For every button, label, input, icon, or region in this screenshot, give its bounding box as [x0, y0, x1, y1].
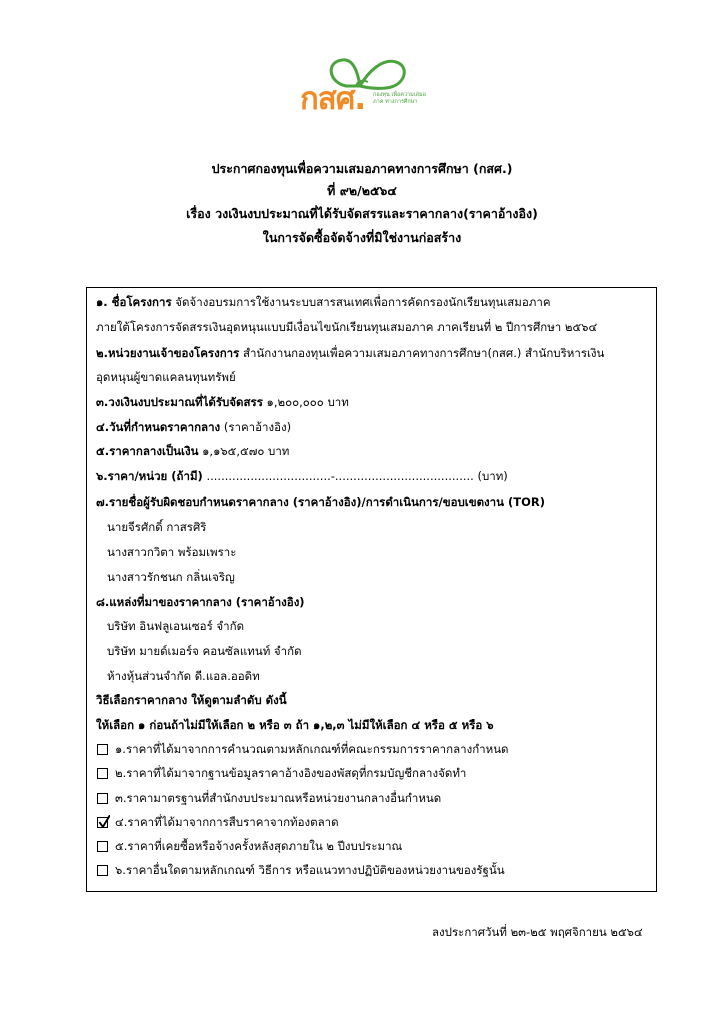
- item-1: ๑. ชื่อโครงการ จัดจ้างอบรมการใช้งานระบบสารสนเทศเพื่อการคัดกรองนักเรียนทุนเสมอภาค: [96, 295, 551, 309]
- item-4: ๔.วันที่กำหนดราคากลาง (ราคาอ้างอิง): [96, 420, 292, 434]
- method-rule: ให้เลือก ๑ ก่อนถ้าไม่มีให้เลือก ๒ หรือ ๓ ถ้า ๑,๒,๓ ไม่มีให้เลือก ๔ หรือ ๕ หรือ ๖: [96, 718, 494, 732]
- announcement-subject: เรื่อง วงเงินงบประมาณที่ได้รับจัดสรรและราคากลาง(ราคาอ้างอิง): [186, 206, 538, 221]
- option-3-label: ๓.ราคามาตรฐานที่สำนักงบประมาณหรือหน่วยงานกลางอื่นกำหนด: [115, 791, 442, 805]
- option-4-label: ๔.ราคาที่ได้มาจากการสืบราคาจากท้องตลาด: [115, 815, 339, 829]
- responsible-person: นายจีรศักดิ์ กาสรศิริ: [107, 520, 207, 534]
- item-5: ๕.ราคากลางเป็นเงิน ๑,๑๖๕,๕๗๐ บาท: [96, 444, 290, 458]
- logo-subtitle: กองทุน เพื่อความเสมอภาค ทางการศึกษา: [373, 92, 426, 105]
- responsible-person: นางสาวกวิตา พร้อมเพราะ: [107, 545, 237, 559]
- option-6-checkbox[interactable]: [97, 865, 108, 876]
- item-7: ๗.รายชื่อผู้รับผิดชอบกำหนดราคากลาง (ราคาอ้างอิง)/การดำเนินการ/ขอบเขตงาน (TOR): [96, 495, 545, 509]
- option-5-checkbox[interactable]: [97, 841, 108, 852]
- item-2: ๒.หน่วยงานเจ้าของโครงการ สำนักงานกองทุนเพื่อความเสมอภาคทางการศึกษา(กสศ.) สำนักบริหารเงิน: [96, 346, 605, 360]
- option-5-label: ๕.ราคาที่เคยซื้อหรือจ้างครั้งหลังสุดภายใน ๒ ปีงบประมาณ: [115, 839, 403, 853]
- announcement-title: ประกาศกองทุนเพื่อความเสมอภาคทางการศึกษา (กสศ.): [211, 161, 513, 176]
- item-8: ๘.แหล่งที่มาของราคากลาง (ราคาอ้างอิง): [96, 595, 305, 609]
- logo-wordmark: กสศ.: [300, 81, 366, 117]
- item-2-continued: อุดหนุนผู้ขาดแคลนทุนทรัพย์: [96, 370, 236, 384]
- announcement-number: ที่ ๙๒/๒๕๖๔: [327, 183, 397, 198]
- method-title: วิธีเลือกราคากลาง ให้ดูตามลำดับ ดังนี้: [96, 693, 287, 707]
- checkmark-icon: [97, 815, 110, 828]
- price-source: บริษัท อินฟลูเอนเซอร์ จำกัด: [107, 619, 245, 633]
- item-6: ๖.ราคา/หน่วย (ถ้ามี) ..................................-...................................... (บาท): [96, 469, 508, 483]
- responsible-person: นางสาวรักชนก กลิ่นเจริญ: [107, 570, 235, 584]
- announcement-date: ลงประกาศวันที่ ๒๓-๒๕ พฤศจิกายน ๒๕๖๔: [432, 925, 643, 939]
- item-1-continued: ภายใต้โครงการจัดสรรเงินอุดหนุนแบบมีเงื่อนไขนักเรียนทุนเสมอภาค ภาคเรียนที่ ๒ ปีการศึกษา ๒๕๖๔: [96, 320, 598, 334]
- option-3-checkbox[interactable]: [97, 793, 108, 804]
- option-1-label: ๑.ราคาที่ได้มาจากการคำนวณตามหลักเกณฑ์ที่คณะกรรมการราคากลางกำหนด: [115, 742, 509, 756]
- announcement-scope: ในการจัดซื้อจัดจ้างที่มิใช่งานก่อสร้าง: [262, 230, 462, 245]
- item-3: ๓.วงเงินงบประมาณที่ได้รับจัดสรร ๑,๒๐๐,๐๐๐ บาท: [96, 395, 349, 409]
- price-source: บริษัท มายด์เมอร์จ คอนซัลแทนท์ จำกัด: [107, 644, 302, 658]
- option-2-checkbox[interactable]: [97, 768, 108, 779]
- option-1-checkbox[interactable]: [97, 744, 108, 755]
- price-source: ห้างหุ้นส่วนจำกัด ดี.แอล.ออดิท: [107, 669, 260, 683]
- option-2-label: ๒.ราคาที่ได้มาจากฐานข้อมูลราคาอ้างอิงของพัสดุที่กรมบัญชีกลางจัดทำ: [115, 766, 467, 780]
- option-4-checkbox[interactable]: [97, 817, 108, 828]
- option-6-label: ๖.ราคาอื่นใดตามหลักเกณฑ์ วิธีการ หรือแนวทางปฏิบัติของหน่วยงานของรัฐนั้น: [115, 863, 505, 877]
